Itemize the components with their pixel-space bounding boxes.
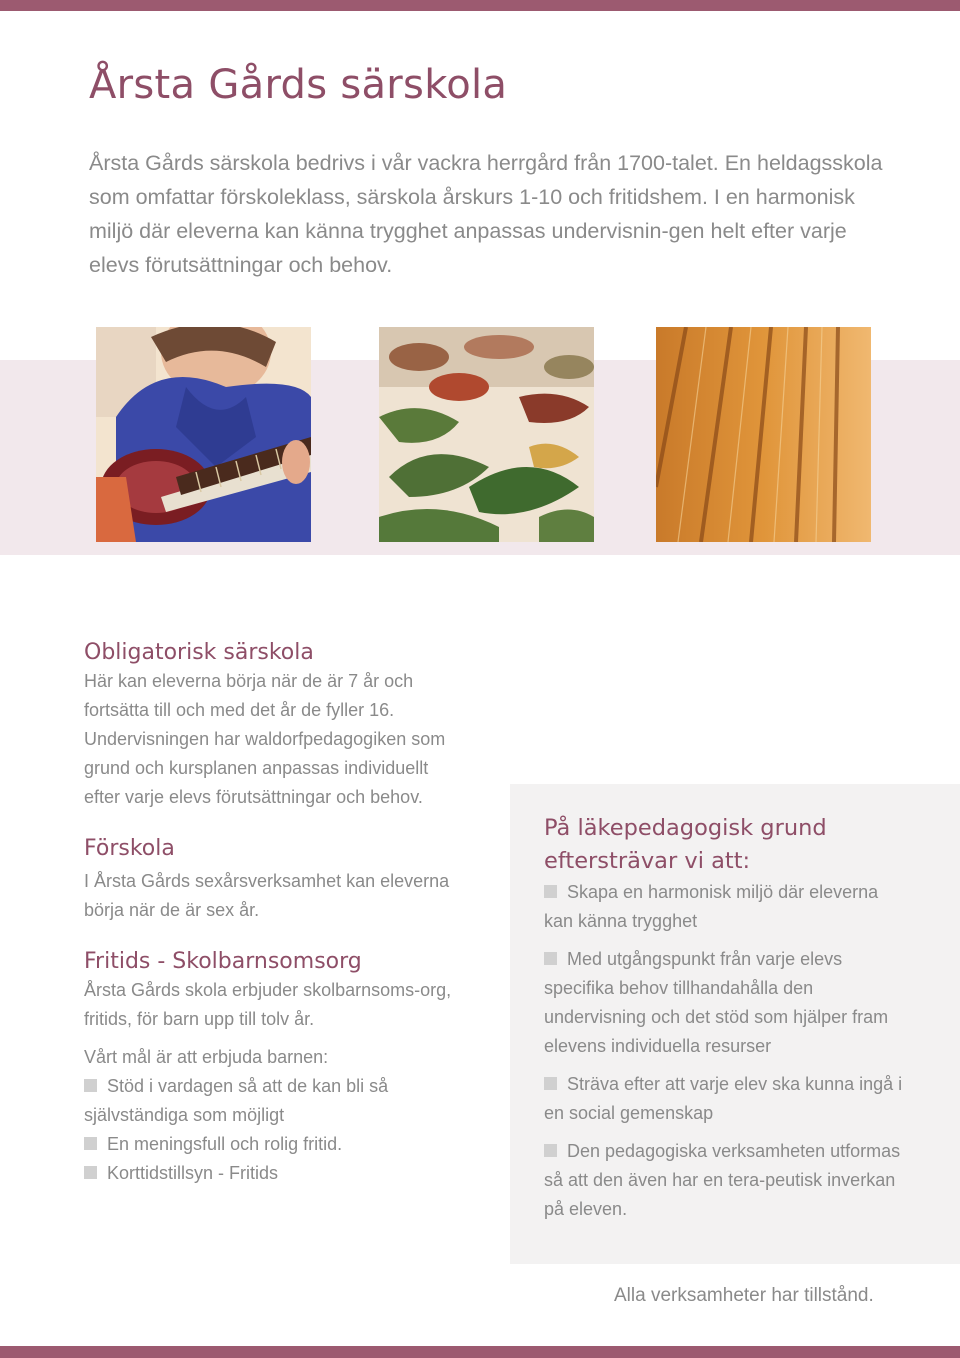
square-bullet-icon	[544, 1144, 557, 1157]
heading-fritids: Fritids - Skolbarnsomsorg	[84, 949, 362, 974]
footer-note: Alla verksamheter har tillstånd.	[614, 1285, 874, 1306]
top-accent-bar	[0, 0, 960, 11]
list-item: Stöd i vardagen så att de kan bli så självständiga som möjligt	[84, 1076, 389, 1125]
square-bullet-icon	[544, 1077, 557, 1090]
aside-box	[510, 784, 960, 1264]
list-item: Sträva efter att varje elev ska kunna ingå i en social gemenskap	[544, 1074, 903, 1123]
text-fritids: Årsta Gårds skola erbjuder skolbarnsoms-org, fritids, för barn upp till tolv år.	[84, 980, 452, 1029]
page-title: Årsta Gårds särskola	[89, 62, 508, 108]
intro-paragraph: Årsta Gårds särskola bedrivs i vår vackra herrgård från 1700-talet. En heldagsskola som omfattar förskoleklass, särskola årskurs 1-10 och fritidshem. I en harmonisk miljö där eleverna kan känna trygghet anpassas undervisnin-gen helt efter varje elevs förutsättningar och behov.	[89, 151, 883, 277]
section-forskola	[84, 836, 464, 925]
text-forskola: I Årsta Gårds sexårsverksamhet kan eleverna börja när de är sex år.	[84, 871, 450, 920]
heading-obligatorisk: Obligatorisk särskola	[84, 640, 314, 665]
section-obligatorisk	[84, 640, 464, 812]
square-bullet-icon	[544, 952, 557, 965]
photo-wood-planks	[656, 327, 871, 542]
aside-list	[544, 878, 904, 1224]
list-item: En meningsfull och rolig fritid.	[84, 1130, 464, 1159]
left-column	[84, 640, 464, 1202]
photo-guitar-player	[96, 327, 311, 542]
square-bullet-icon	[84, 1166, 97, 1179]
aside-heading: På läkepedagogisk grund eftersträvar vi att:	[544, 815, 827, 874]
square-bullet-icon	[544, 885, 557, 898]
section-fritids	[84, 949, 464, 1188]
list-item: Skapa en harmonisk miljö där eleverna kan känna trygghet	[544, 882, 879, 931]
goal-intro: Vårt mål är att erbjuda barnen:	[84, 1047, 329, 1067]
photo-autumn-leaves	[379, 327, 594, 542]
text-obligatorisk: Här kan eleverna börja när de är 7 år och fortsätta till och med det år de fyller 16. Undervisningen har waldorfpedagogiken som grund och kursplanen anpassas individuellt efter varje elevs förutsättningar och behov.	[84, 671, 446, 807]
list-item: Med utgångspunkt från varje elevs specifika behov tillhandahålla den undervisning och det stöd som hjälper fram elevens individuella resurser	[544, 949, 889, 1056]
square-bullet-icon	[84, 1137, 97, 1150]
square-bullet-icon	[84, 1079, 97, 1092]
aside-content	[544, 812, 904, 1233]
list-item: Korttidstillsyn - Fritids	[84, 1159, 464, 1188]
heading-forskola: Förskola	[84, 836, 175, 861]
list-item: Den pedagogiska verksamheten utformas så att den även har en tera-peutisk inverkan på eleven.	[544, 1141, 901, 1219]
goal-list	[84, 1072, 464, 1188]
bottom-accent-bar	[0, 1346, 960, 1358]
